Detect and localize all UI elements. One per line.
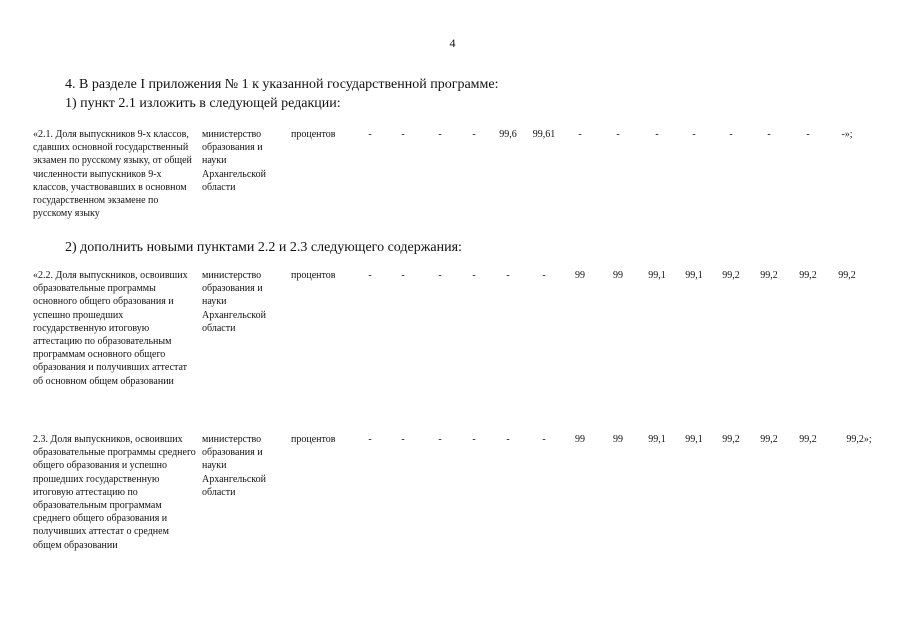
value-cell: 99 bbox=[575, 434, 585, 445]
value-cell: - bbox=[472, 270, 476, 281]
value-cell: 99,2 bbox=[799, 270, 817, 281]
value-cell: - bbox=[806, 129, 810, 140]
value-cell: 99 bbox=[613, 270, 623, 281]
value-cell: - bbox=[438, 270, 442, 281]
value-cell: - bbox=[472, 129, 476, 140]
value-cell: - bbox=[767, 129, 771, 140]
value-cell: 99,61 bbox=[532, 129, 556, 140]
value-cell: - bbox=[506, 434, 510, 445]
value-cell: - bbox=[401, 434, 405, 445]
value-cell: - bbox=[578, 129, 582, 140]
value-cell: - bbox=[438, 129, 442, 140]
paragraph-1: 1) пункт 2.1 изложить в следующей редакции: bbox=[65, 96, 341, 111]
value-cell: 99,6 bbox=[499, 129, 517, 140]
value-cell: 99,2»; bbox=[846, 434, 872, 445]
unit: процентов bbox=[291, 434, 336, 445]
value-cell: 99,2 bbox=[799, 434, 817, 445]
value-cell: 99,1 bbox=[648, 270, 666, 281]
responsible-org: министерство образования и науки Архангельской области bbox=[202, 270, 266, 334]
paragraph-4: 4. В разделе I приложения № 1 к указанной государственной программе: bbox=[65, 77, 499, 92]
value-cell: 99,1 bbox=[685, 434, 703, 445]
paragraph-2: 2) дополнить новыми пунктами 2.2 и 2.3 следующего содержания: bbox=[65, 240, 462, 255]
value-cell: 99,1 bbox=[648, 434, 666, 445]
indicator-name: «2.1. Доля выпускников 9-х классов, сдавших основной государственный экзамен по русскому языку, от общей численности выпускников 9-х классов, участвовавших в основном государственном экзамене по русскому языку bbox=[33, 129, 192, 220]
value-cell: - bbox=[506, 270, 510, 281]
value-cell: 99,2 bbox=[722, 270, 740, 281]
value-cell: 99,2 bbox=[760, 270, 778, 281]
value-cell: 99,2 bbox=[838, 270, 856, 281]
indicator-name: «2.2. Доля выпускников, освоивших образовательные программы основного общего образования и успешно прошедших государственную итоговую аттестацию по образовательным программам основного общего образования и получивших аттестат об основном общем образовании bbox=[33, 270, 188, 387]
value-cell: - bbox=[655, 129, 659, 140]
value-cell: - bbox=[542, 270, 546, 281]
value-cell: - bbox=[692, 129, 696, 140]
value-cell: - bbox=[368, 434, 372, 445]
responsible-org: министерство образования и науки Архангельской области bbox=[202, 434, 266, 498]
value-cell: - bbox=[472, 434, 476, 445]
value-cell: 99,2 bbox=[760, 434, 778, 445]
value-cell: 99 bbox=[575, 270, 585, 281]
indicator-name: 2.3. Доля выпускников, освоивших образовательные программы среднего общего образования и успешно прошедших государственную итоговую аттестацию по образовательным программам среднего общего образования и получивших аттестат о среднем общем образовании bbox=[33, 434, 196, 551]
value-cell: - bbox=[616, 129, 620, 140]
value-cell: - bbox=[368, 270, 372, 281]
unit: процентов bbox=[291, 270, 336, 281]
responsible-org: министерство образования и науки Архангельской области bbox=[202, 129, 266, 193]
value-cell: - bbox=[401, 129, 405, 140]
value-cell: - bbox=[438, 434, 442, 445]
value-cell: - bbox=[729, 129, 733, 140]
value-cell: -»; bbox=[841, 129, 853, 140]
value-cell: 99,2 bbox=[722, 434, 740, 445]
value-cell: 99,1 bbox=[685, 270, 703, 281]
value-cell: - bbox=[368, 129, 372, 140]
page-number: 4 bbox=[449, 36, 456, 50]
value-cell: 99 bbox=[613, 434, 623, 445]
value-cell: - bbox=[401, 270, 405, 281]
unit: процентов bbox=[291, 129, 336, 140]
value-cell: - bbox=[542, 434, 546, 445]
